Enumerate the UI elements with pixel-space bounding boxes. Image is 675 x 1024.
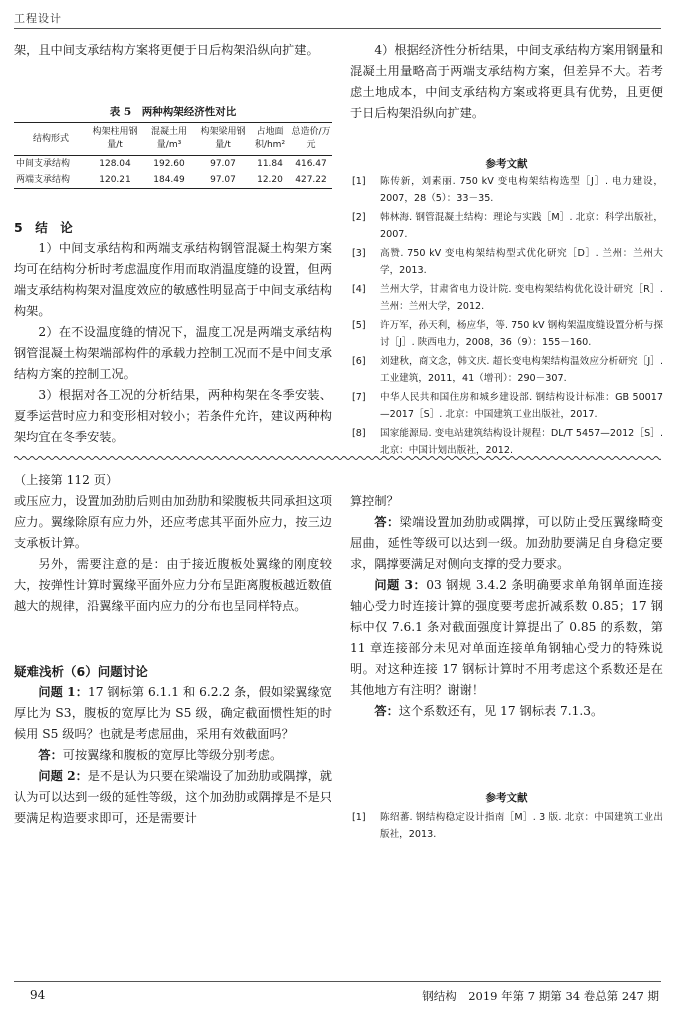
question-2-continued: 算控制？ [350,494,399,508]
table-cell: 184.49 [153,175,185,185]
reference-item [350,318,663,351]
question-label: 问题 3： [374,578,427,592]
footer-rule [14,981,661,982]
answer-label: 答： [38,748,63,762]
answer-3 [350,701,663,722]
reference-text: 国家能源局. 变电站建筑结构设计规程：DL/T 5457—2012［S］. 北京：中国计划出版社，2012. [380,428,663,456]
header-rule [14,28,661,29]
continued-text: 架，且中间支承结构方案将更便于日后构架沿纵向扩建。 [14,43,319,57]
answer-text: 梁端设置加劲肋或隅撑，可以防止受压翼缘畸变屈曲，延性等级可以达到一级。加劲肋要满足自身稳定要求，隅撑要满足对侧向支撑的受力要求。 [350,515,664,571]
question-2 [14,766,332,829]
reference-list-2 [350,810,663,846]
reference-item [350,282,663,315]
reference-number: [5] [352,320,366,331]
reference-text: 许万军，孙天利，杨应华，等. 750 kV 钢构架温度缝设置分析与探讨［J］. 陕西电力，2008，36（9）：155－160. [380,320,663,348]
reference-number: [2] [352,212,366,223]
reference-item [350,210,663,243]
running-header: 工程设计 [14,12,62,25]
answer-1 [14,745,332,766]
table-cell: 12.20 [257,175,283,185]
question-text: 03 钢规 3.4.2 条明确要求单角钢单面连接轴心受力时连接计算的强度要考虑折减系数 0.85；17 钢标中仅 7.6.1 条对截面强度计算提出了 0.85 的系数，第 11 章连接部分未见对单面连接单角钢轴心受力的特殊说明。对这种连接 17 钢标计算时不用考虑这个系数还是在其他地方有注明？谢谢！ [350,578,663,697]
journal-info: 钢结构 2019 年第 7 期第 34 卷总第 247 期 [422,989,659,1003]
reference-text: 高赞. 750 kV 变电构架结构型式优化研究［D］. 兰州：兰州大学，2013. [380,248,663,276]
question-3 [350,575,663,701]
reference-number: [6] [352,356,366,367]
conclusion-paragraph: 3）根据对各工况的分析结果，两种构架在冬季安装、夏季运营时应力和变形相对较小；若条件允许，建议两种构架均宜在冬季安装。 [14,388,332,444]
table-header-cell: 总造价/万元 [291,127,331,150]
table-title: 表 5 两种构架经济性对比 [109,106,237,118]
table-header-cell: 结构形式 [32,133,69,144]
reference-text: 兰州大学，甘肃省电力设计院. 变电构架结构优化设计研究［R］. 兰州：兰州大学，2012. [380,284,663,312]
reference-number: [8] [352,428,366,439]
table-header-cell: 构架柱用钢量/t [92,127,138,150]
answer-label: 答： [374,515,400,529]
table-header-cell: 占地面积/hm² [254,127,286,150]
reference-text: 中华人民共和国住房和城乡建设部. 钢结构设计标准：GB 50017—2017［S］. 北京：中国建筑工业出版社，2017. [380,392,663,420]
economy-table [14,122,332,189]
table-cell: 427.22 [295,175,327,185]
table-row [14,172,332,189]
question-text: 是不是认为只要在梁端设了加劲肋或隅撑，就认为可以达到一级的延性等级，这个加劲肋或隅撑是不是只要满足构造要求即可，还是需要计 [14,769,332,825]
question-1 [14,682,332,745]
conclusion-heading: 5 结 论 [14,220,73,235]
conclusion-paragraph: 2）在不设温度缝的情况下，温度工况是两端支承结构钢管混凝土构架端部构件的承载力控制工况而不是中间支承结构方案的控制工况。 [14,325,332,381]
table-row [14,156,332,173]
conclusion-body [14,238,332,448]
body-paragraph: 另外，需要注意的是：由于接近腹板处翼缘的刚度较大，按弹性计算时翼缘平面外应力分布呈距离腹板越近数值越大的规律，沿翼缘平面内应力的分布也呈同样特点。 [14,557,332,613]
body-paragraph: 或压应力，设置加劲肋后则由加劲肋和梁腹板共同承担这项应力。翼缘除原有应力外，还应考虑其平面外应力，按三边支承板计算。 [14,494,332,550]
conclusion-paragraph: 1）中间支承结构和两端支承结构钢管混凝土构架方案均可在结构分析时考虑温度作用而取消温度缝的设置，但两端支承结构构架对温度效应的敏感性明显高于中间支承结构构架。 [14,241,332,318]
continued-from-note: （上接第 112 页） [14,473,119,487]
answer-text: 这个系数还有，见 17 钢标表 7.1.3。 [398,704,604,718]
reference-text: 韩林海. 钢管混凝土结构：理论与实践［M］. 北京：科学出版社，2007. [380,212,663,240]
reference-number: [3] [352,248,366,259]
reference-item [350,354,663,387]
table-cell: 中间支承结构 [16,159,71,169]
answer-2 [350,512,663,575]
reference-item [350,390,663,423]
stiffener-discussion [14,491,332,617]
answer-text: 可按翼缘和腹板的宽厚比等级分别考虑。 [62,748,283,762]
page-number: 94 [30,988,46,1002]
reference-item [350,246,663,279]
table-cell: 416.47 [295,159,327,169]
reference-number: [7] [352,392,366,403]
references-heading-2: 参考文献 [485,792,528,804]
table-cell: 97.07 [210,159,236,169]
table-header-row [14,123,332,156]
reference-number: [1] [352,176,366,187]
table-cell: 97.07 [210,175,236,185]
reference-text: 刘建秋，商文念，韩文庆. 超长变电构架结构温效应分析研究［J］. 工业建筑，2011，41（增刊）：290－307. [380,356,663,384]
table-cell: 128.04 [99,159,131,169]
table-cell: 两端支承结构 [16,175,71,185]
qa-body-left [14,682,332,829]
table-cell: 192.60 [153,159,185,169]
answer-label: 答： [374,704,399,718]
economic-conclusion-paragraph: 4）根据经济性分析结果，中间支承结构方案用钢量和混凝土用量略高于两端支承结构方案，但差异不大。若考虑土地成本，中间支承结构方案或将更具有优势，且更便于日后构架沿纵向扩建。 [350,43,663,120]
table-cell: 120.21 [99,175,131,185]
reference-number: [1] [352,812,366,823]
reference-text: 陈绍蕃. 钢结构稳定设计指南［M］. 3 版. 北京：中国建筑工业出版社，2013. [380,812,663,840]
references-heading: 参考文献 [485,158,528,170]
table-header-cell: 构架梁用钢量/t [200,127,246,150]
qa-section-heading: 疑难浅析（6）问题讨论 [14,664,148,679]
reference-number: [4] [352,284,366,295]
question-text: 17 钢标第 6.1.1 和 6.2.2 条，假如梁翼缘宽厚比为 S3，腹板的宽厚比为 S5 级，确定截面惯性矩的时候用 S5 级吗？也就是考虑屈曲，采用有效截面吗？ [14,685,332,741]
qa-body-right [350,491,663,722]
reference-item [350,174,663,207]
wavy-divider [14,455,661,461]
question-label: 问题 1： [38,685,88,699]
reference-item [350,810,663,843]
question-label: 问题 2： [38,769,88,783]
reference-text: 陈传新，刘素丽. 750 kV 变电构架结构选型［J］. 电力建设，2007，28（5）：33－35. [380,176,663,204]
table-header-cell: 混凝土用量/m³ [150,127,187,150]
table-cell: 11.84 [257,159,283,169]
reference-list [350,174,663,462]
